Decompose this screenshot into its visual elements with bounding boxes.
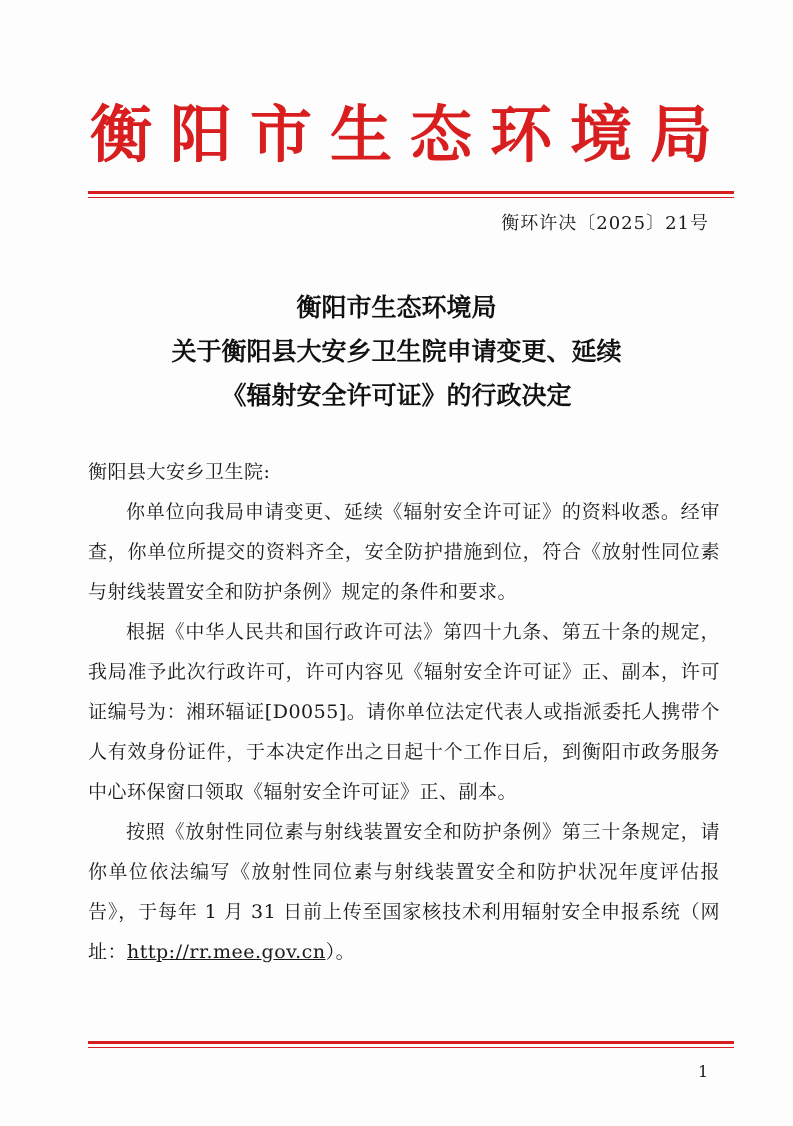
- paragraph-1: 你单位向我局申请变更、延续《辐射安全许可证》的资料收悉。经审查，你单位所提交的资料齐全，安全防护措施到位，符合《放射性同位素与射线装置安全和防护条例》规定的条件和要求。: [88, 501, 720, 603]
- issuing-organization-header: 衡阳市生态环境局: [90, 98, 731, 171]
- header-divider-thin: [88, 197, 734, 198]
- paragraph-3: [88, 812, 720, 972]
- document-title: [60, 286, 733, 418]
- paragraph-3-text-before-url: 按照《放射性同位素与射线装置安全和防护条例》第三十条规定，请你单位依法编写《放射性同位素与射线装置安全和防护状况年度评估报告》，于每年 1 月 31 日前上传至国家核技术利用辐射安全申报系统（网址：: [88, 821, 720, 963]
- title-line-3: 《辐射安全许可证》的行政决定: [221, 381, 572, 410]
- title-line-2: 关于衡阳县大安乡卫生院申请变更、延续: [171, 337, 622, 366]
- paragraph-3-text-after-url: ）。: [325, 941, 356, 963]
- footer-divider-thin: [88, 1047, 734, 1048]
- paragraph-2: 根据《中华人民共和国行政许可法》第四十九条、第五十条的规定，我局准予此次行政许可，许可内容见《辐射安全许可证》正、副本，许可证编号为：湘环辐证[D0055]。请你单位法定代表人或指派委托人携带个人有效身份证件，于本决定作出之日起十个工作日后，到衡阳市政务服务中心环保窗口领取《辐射安全许可证》正、副本。: [88, 621, 720, 803]
- page-number: 1: [698, 1062, 709, 1081]
- document-number: 衡环许决〔2025〕21号: [501, 213, 709, 234]
- report-system-url-link[interactable]: http://rr.mee.gov.cn: [127, 941, 326, 963]
- document-body: [88, 452, 720, 972]
- salutation: 衡阳县大安乡卫生院:: [88, 461, 271, 483]
- header-divider-thick: [88, 191, 734, 194]
- footer-divider-thick: [88, 1041, 734, 1044]
- title-line-1: 衡阳市生态环境局: [296, 293, 497, 322]
